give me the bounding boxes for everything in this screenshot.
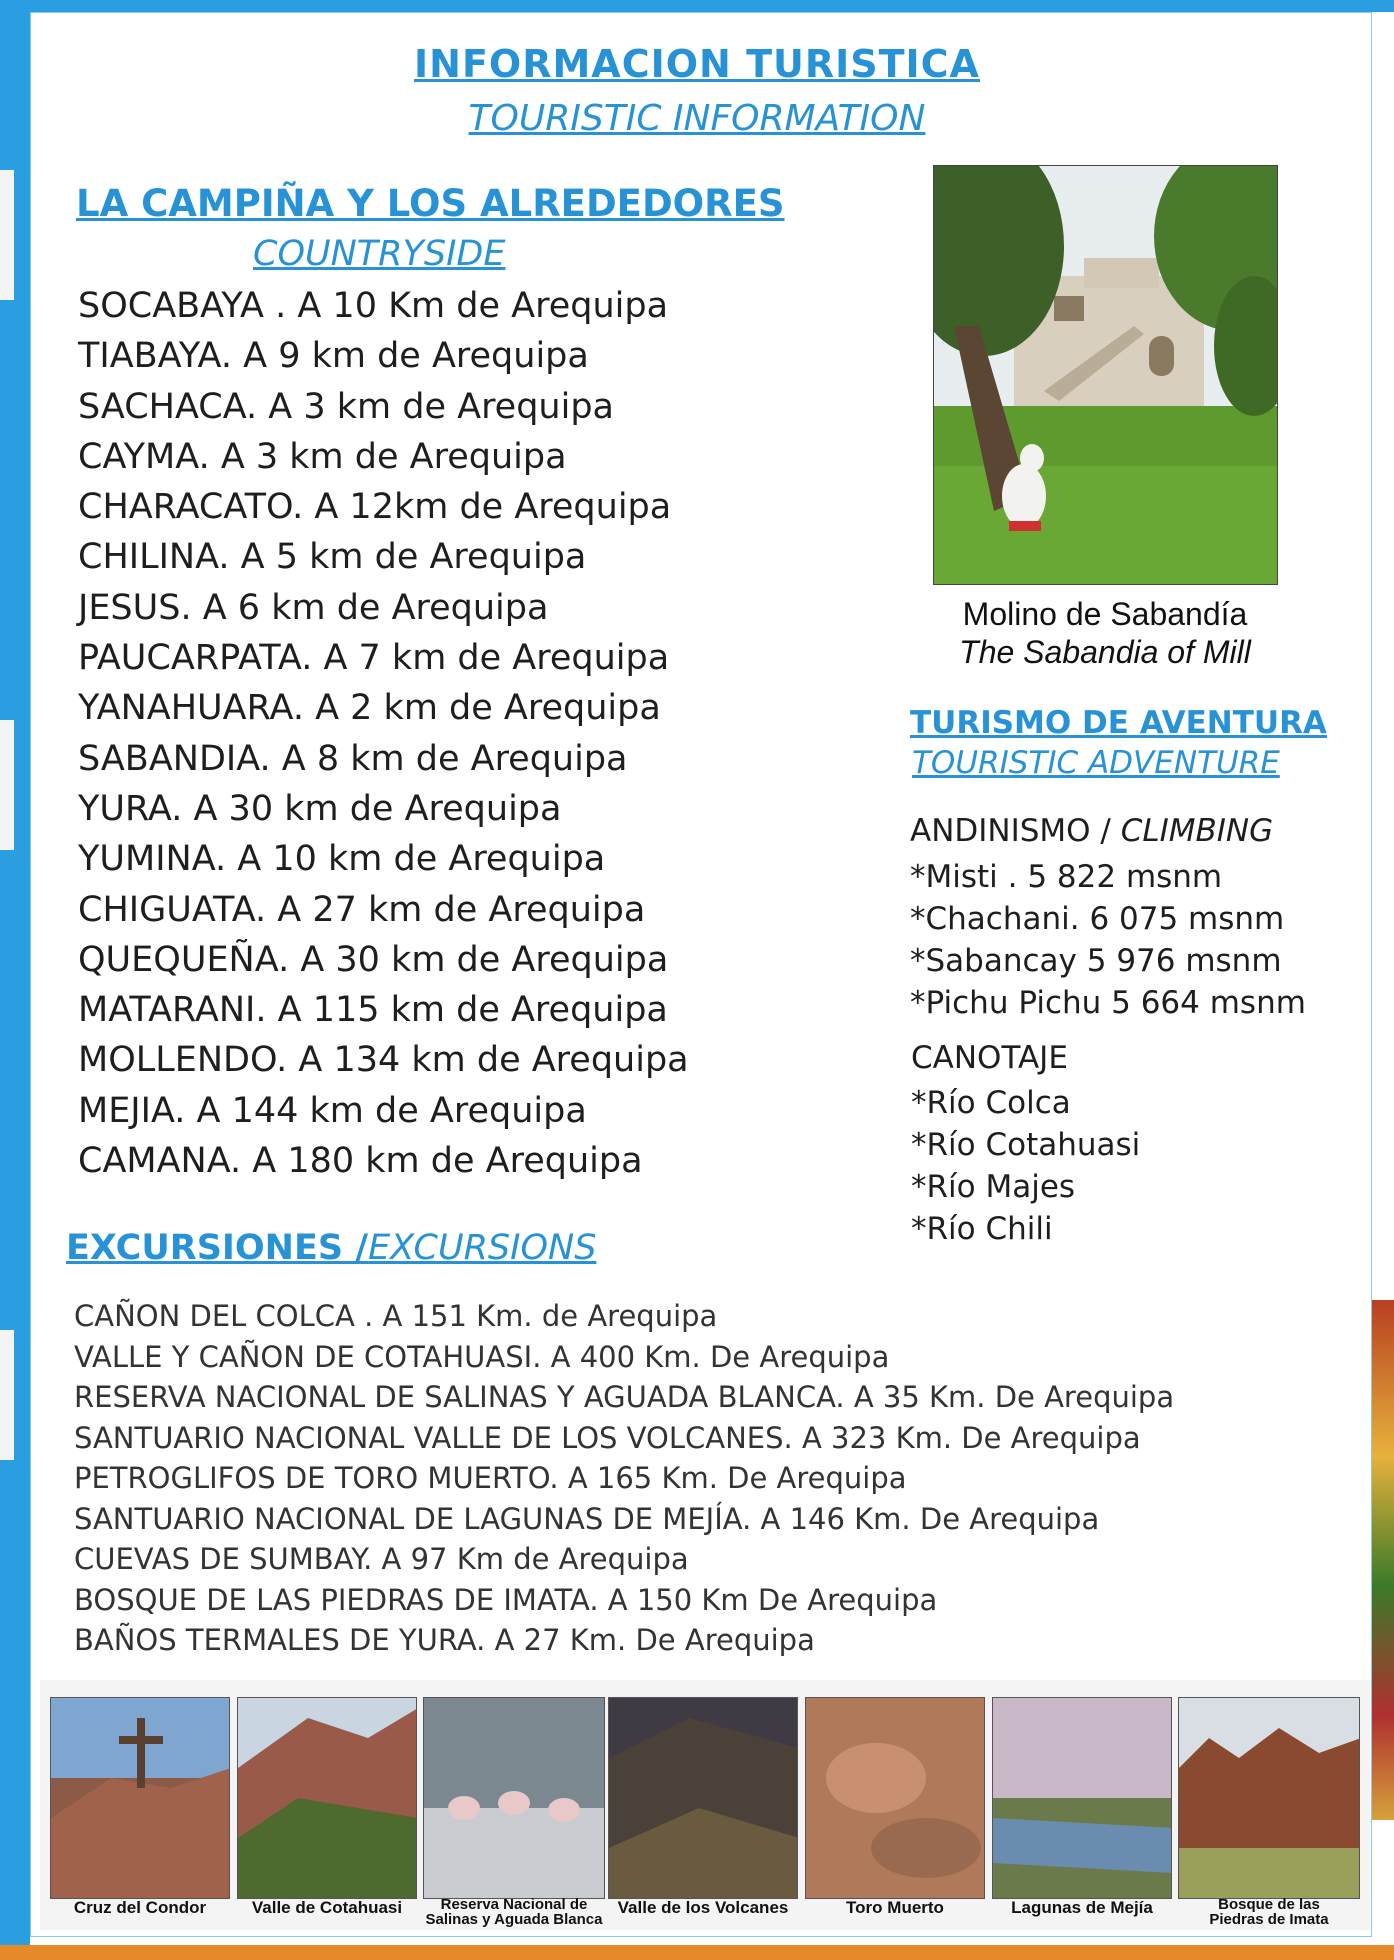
thumb-valle-de-los-volcanes (608, 1697, 798, 1899)
list-item: BOSQUE DE LAS PIEDRAS DE IMATA. A 150 Km De Arequipa (74, 1582, 938, 1617)
list-item: CHIGUATA. A 27 km de Arequipa (78, 889, 646, 930)
list-item: CAÑON DEL COLCA . A 151 Km. de Arequipa (74, 1299, 718, 1333)
thumb-label: Toro Muerto (846, 1898, 944, 1917)
list-item: SANTUARIO NACIONAL DE LAGUNAS DE MEJÍA. A 146 Km. De Arequipa (74, 1501, 1100, 1536)
list-item: YANAHUARA. A 2 km de Arequipa (78, 688, 661, 729)
list-item: MEJIA. A 144 km de Arequipa (78, 1090, 587, 1131)
list-item: PETROGLIFOS DE TORO MUERTO. A 165 Km. De Arequipa (74, 1461, 907, 1495)
thumb-cruz-del-condor (50, 1697, 230, 1899)
photo-caption-en: The Sabandia of Mill (959, 634, 1251, 670)
sabandia-mill-illustration (934, 166, 1278, 585)
adjacent-page-edge (1372, 1300, 1394, 1820)
list-item: MOLLENDO. A 134 km de Arequipa (78, 1040, 689, 1081)
list-item: TIABAYA. A 9 km de Arequipa (78, 336, 589, 377)
left-border (0, 0, 30, 1960)
thumb-label: Cruz del Condor (73, 1898, 207, 1917)
list-item: CUEVAS DE SUMBAY. A 97 Km de Arequipa (74, 1542, 689, 1576)
list-item: *Pichu Pichu 5 664 msnm (910, 985, 1306, 1021)
bottom-border (0, 1945, 1394, 1960)
list-item: MATARANI. A 115 km de Arequipa (78, 990, 668, 1031)
list-item: RESERVA NACIONAL DE SALINAS Y AGUADA BLANCA. A 35 Km. De Arequipa (74, 1380, 1175, 1414)
list-item: BAÑOS TERMALES DE YURA. A 27 Km. De Arequipa (74, 1623, 815, 1657)
page-subtitle: TOURISTIC INFORMATION (468, 98, 926, 139)
list-item: SANTUARIO NACIONAL VALLE DE LOS VOLCANES. A 323 Km. De Arequipa (74, 1420, 1141, 1455)
page-title: INFORMACION TURISTICA (414, 42, 980, 86)
rafting-label: CANOTAJE (911, 1040, 1068, 1076)
photo-caption-es: Molino de Sabandía (962, 596, 1248, 632)
list-item: SACHACA. A 3 km de Arequipa (78, 386, 615, 427)
list-item: SABANDIA. A 8 km de Arequipa (78, 738, 628, 779)
list-item: YURA. A 30 km de Arequipa (78, 788, 562, 829)
adventure-heading: TURISMO DE AVENTURA (910, 705, 1327, 741)
thumb-valle-de-cotahuasi (237, 1697, 417, 1899)
countryside-subheading: COUNTRYSIDE (253, 234, 506, 274)
list-item: *Río Chili (911, 1211, 1053, 1247)
countryside-list (78, 281, 689, 1186)
thumb-label: Valle de los Volcanes (617, 1898, 789, 1917)
list-item: CAMANA. A 180 km de Arequipa (78, 1141, 643, 1182)
top-border (0, 0, 1394, 12)
list-item: *Río Majes (911, 1169, 1076, 1205)
excursions-heading: EXCURSIONES /EXCURSIONS (66, 1228, 597, 1268)
list-item: *Sabancay 5 976 msnm (910, 943, 1282, 979)
sabandia-mill-photo (933, 165, 1278, 585)
list-item: VALLE Y CAÑON DE COTAHUASI. A 400 Km. De Arequipa (74, 1339, 890, 1374)
list-item: *Misti . 5 822 msnm (910, 859, 1223, 895)
thumb-label: Bosque de las Piedras de Imata (1209, 1896, 1329, 1928)
thumb-bosque-piedras-imata (1178, 1697, 1360, 1899)
thumb-lagunas-de-mejia (992, 1697, 1172, 1899)
list-item: CHARACATO. A 12km de Arequipa (78, 487, 672, 528)
list-item: *Río Cotahuasi (911, 1127, 1141, 1163)
thumb-label: Reserva Nacional de Salinas y Aguada Blanca (425, 1896, 603, 1928)
list-item: CHILINA. A 5 km de Arequipa (78, 537, 587, 578)
rafting-list (911, 1082, 1140, 1250)
list-item: JESUS. A 6 km de Arequipa (78, 587, 549, 628)
thumb-label: Lagunas de Mejía (1011, 1898, 1153, 1917)
climbing-label: ANDINISMO / CLIMBING (910, 813, 1274, 849)
thumb-label: Valle de Cotahuasi (251, 1898, 403, 1917)
list-item: YUMINA. A 10 km de Arequipa (78, 839, 606, 880)
list-item: QUEQUEÑA. A 30 km de Arequipa (78, 939, 669, 980)
thumb-toro-muerto (805, 1697, 985, 1899)
adventure-subheading: TOURISTIC ADVENTURE (912, 745, 1280, 781)
climbing-list (910, 856, 1306, 1024)
list-item: SOCABAYA . A 10 Km de Arequipa (78, 286, 669, 326)
thumb-reserva-salinas (423, 1697, 605, 1899)
list-item: *Río Colca (911, 1085, 1071, 1121)
excursions-list (74, 1296, 1174, 1661)
list-item: PAUCARPATA. A 7 km de Arequipa (78, 638, 670, 679)
list-item: *Chachani. 6 075 msnm (910, 901, 1285, 937)
countryside-heading: LA CAMPIÑA Y LOS ALREDEDORES (76, 182, 785, 225)
list-item: CAYMA. A 3 km de Arequipa (78, 436, 567, 477)
